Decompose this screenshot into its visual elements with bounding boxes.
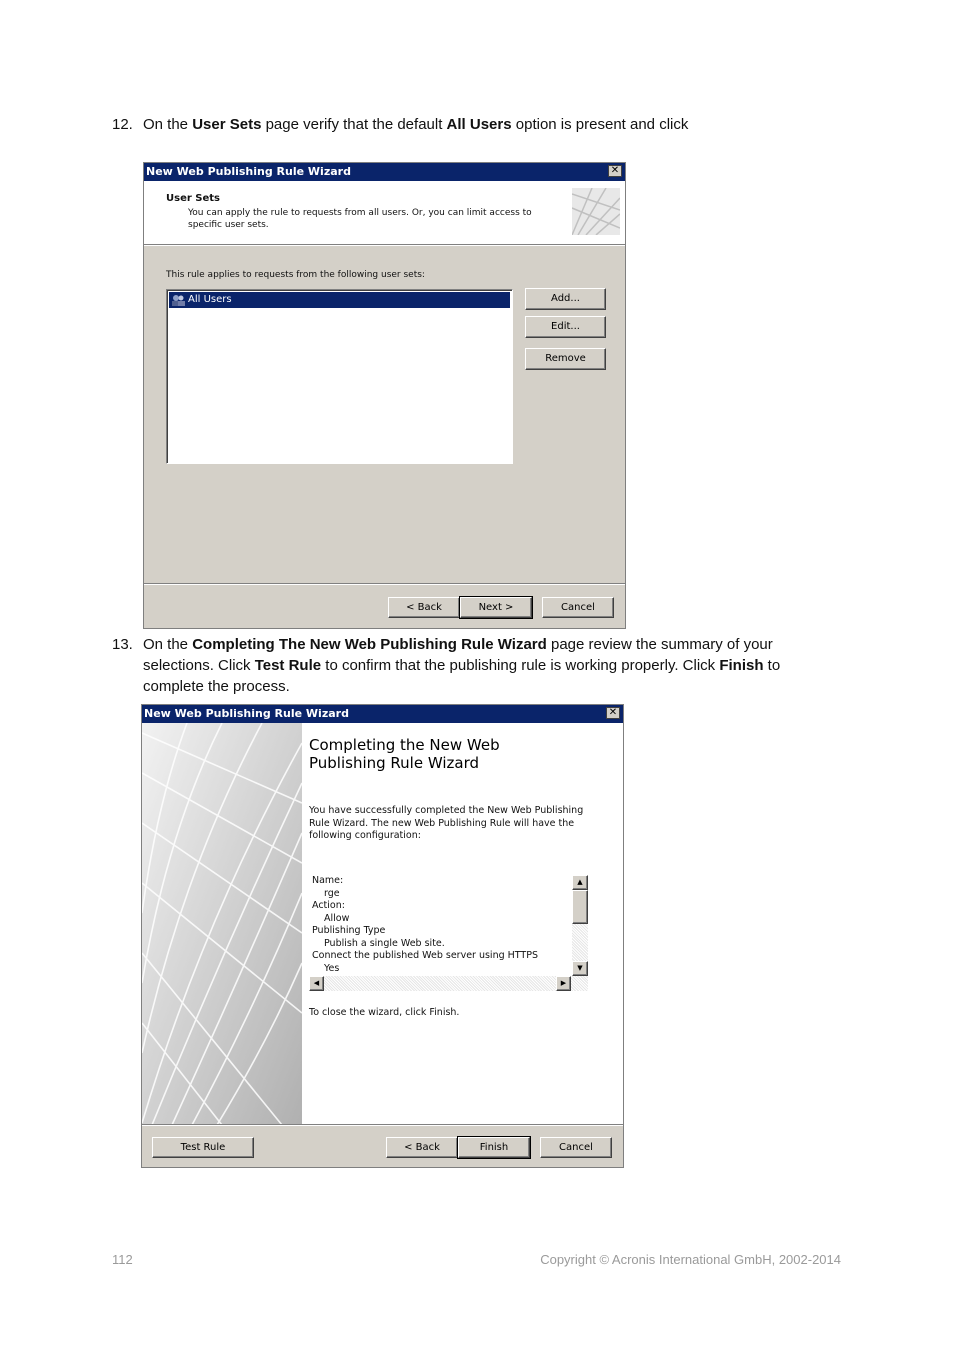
summary-line: Connect the published Web server using HTTPS — [312, 950, 538, 961]
step-number: 13. — [112, 636, 133, 653]
summary-list — [312, 875, 567, 976]
back-button[interactable]: < Back — [388, 597, 460, 618]
step-number: 12. — [112, 116, 133, 133]
closing-text: To close the wizard, click Finish. — [309, 1007, 460, 1018]
summary-line: Allow — [324, 912, 350, 924]
summary-line: Publish a single Web site. — [324, 937, 445, 949]
wizard-side-graphic — [142, 723, 302, 1125]
dialog-title: New Web Publishing Rule Wizard — [146, 165, 351, 178]
cancel-button[interactable]: Cancel — [542, 597, 614, 618]
dialog-titlebar — [142, 705, 623, 723]
scroll-up-icon[interactable]: ▲ — [572, 875, 588, 890]
horizontal-scrollbar[interactable] — [309, 976, 588, 991]
page-number: 112 — [112, 1252, 133, 1267]
step-text: On the User Sets page verify that the default All Users option is present and click — [143, 116, 689, 133]
users-icon — [171, 294, 185, 306]
copyright-notice: Copyright © Acronis International GmbH, 2002-2014 — [540, 1252, 841, 1267]
scroll-down-icon[interactable]: ▼ — [572, 961, 588, 976]
user-sets-list[interactable] — [166, 289, 513, 464]
completing-dialog — [141, 704, 624, 1168]
footer-separator — [144, 583, 625, 585]
finish-button[interactable]: Finish — [458, 1137, 530, 1158]
header-description: You can apply the rule to requests from all users. Or, you can limit access to specific user sets. — [188, 208, 532, 230]
list-item-label: All Users — [188, 294, 232, 305]
summary-line: Yes — [324, 962, 340, 974]
completing-heading: Completing the New Web Publishing Rule Wizard — [309, 736, 500, 772]
scroll-right-icon[interactable]: ▶ — [556, 976, 571, 991]
user-sets-dialog — [143, 162, 626, 629]
add-button[interactable]: Add... — [525, 288, 606, 310]
scroll-left-icon[interactable]: ◀ — [309, 976, 324, 991]
test-rule-button[interactable]: Test Rule — [152, 1137, 254, 1158]
summary-line: Publishing Type — [312, 925, 386, 936]
step-text: On the Completing The New Web Publishing Rule Wizard page review the summary of your selections. Click Test Rule to confirm that the publishing rule is working properly. Click Finish to complete the process. — [143, 636, 781, 695]
wizard-header — [144, 181, 625, 244]
cancel-button[interactable]: Cancel — [540, 1137, 612, 1158]
close-icon[interactable]: ✕ — [608, 165, 622, 177]
summary-box[interactable] — [309, 875, 588, 991]
wizard-content-panel — [302, 723, 623, 1125]
summary-line: rge — [324, 887, 340, 899]
dialog-title: New Web Publishing Rule Wizard — [144, 707, 349, 720]
header-separator — [144, 244, 625, 246]
summary-line: Action: — [312, 900, 345, 911]
header-title: User Sets — [166, 193, 220, 204]
back-button[interactable]: < Back — [386, 1137, 458, 1158]
close-icon[interactable]: ✕ — [606, 707, 620, 719]
list-item-all-users[interactable] — [169, 292, 510, 308]
edit-button[interactable]: Edit... — [525, 316, 606, 338]
remove-button[interactable]: Remove — [525, 348, 606, 370]
summary-line: Name: — [312, 875, 344, 886]
intro-text: You have successfully completed the New Web Publishing Rule Wizard. The new Web Publishing Rule will have the following configuration: — [309, 805, 584, 841]
next-button[interactable]: Next > — [460, 597, 532, 618]
vertical-scrollbar[interactable] — [572, 875, 588, 976]
dialog-titlebar — [144, 163, 625, 181]
list-label: This rule applies to requests from the following user sets: — [166, 270, 425, 280]
wizard-banner-icon — [572, 188, 620, 235]
footer-separator — [142, 1124, 623, 1126]
scroll-thumb[interactable] — [572, 890, 588, 924]
